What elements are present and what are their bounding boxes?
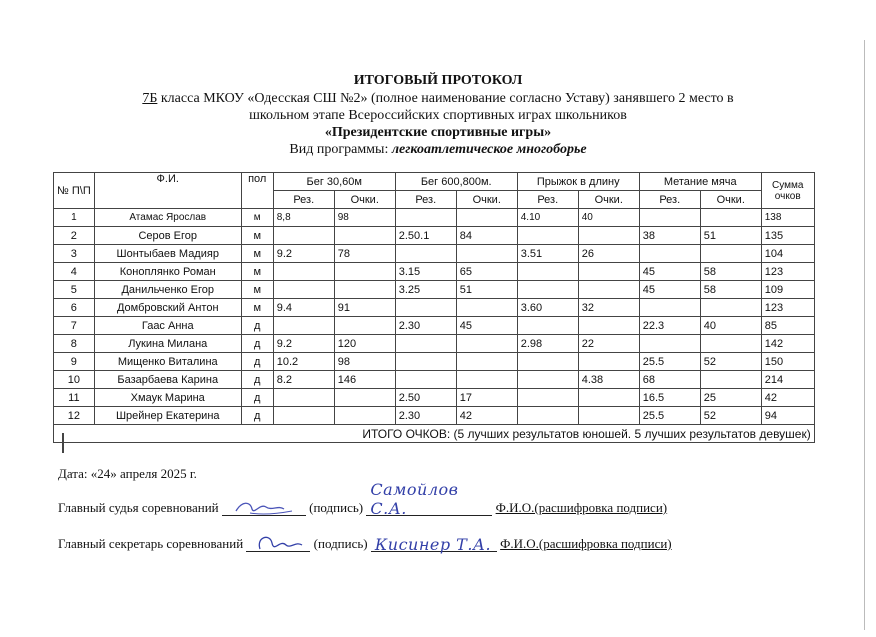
run600-points bbox=[456, 209, 517, 227]
run30-result bbox=[273, 263, 334, 281]
secretary-decode: Ф.И.О.(расшифровка подписи) bbox=[500, 536, 672, 551]
row-fio: Серов Егор bbox=[94, 227, 241, 245]
sub-pts: Очки. bbox=[578, 191, 639, 209]
run600-result bbox=[395, 209, 456, 227]
table-row bbox=[54, 281, 815, 299]
program-value: легкоатлетическое многоборье bbox=[391, 142, 587, 157]
throw-points bbox=[700, 335, 761, 353]
jump-points: 4.38 bbox=[578, 371, 639, 389]
run30-points bbox=[334, 389, 395, 407]
sub-res: Рез. bbox=[517, 191, 578, 209]
jump-result bbox=[517, 407, 578, 425]
table-row bbox=[54, 407, 815, 425]
throw-points: 52 bbox=[700, 353, 761, 371]
jump-result: 3.60 bbox=[517, 299, 578, 317]
table-row bbox=[54, 263, 815, 281]
results-table bbox=[53, 172, 815, 443]
run30-points: 78 bbox=[334, 245, 395, 263]
run600-result: 2.50 bbox=[395, 389, 456, 407]
table-body bbox=[54, 209, 815, 425]
jump-result: 4.10 bbox=[517, 209, 578, 227]
jump-points bbox=[578, 263, 639, 281]
row-sex: д bbox=[241, 407, 273, 425]
throw-result: 45 bbox=[639, 281, 700, 299]
row-sex: м bbox=[241, 299, 273, 317]
row-sex: м bbox=[241, 227, 273, 245]
row-fio: Домбровский Антон bbox=[94, 299, 241, 317]
col-run600: Бег 600,800м. bbox=[395, 173, 517, 191]
throw-points: 58 bbox=[700, 263, 761, 281]
table-row bbox=[54, 227, 815, 245]
run600-points bbox=[456, 299, 517, 317]
secretary-line bbox=[58, 536, 672, 552]
run30-points bbox=[334, 227, 395, 245]
run30-points bbox=[334, 281, 395, 299]
col-num: № П\П bbox=[54, 173, 95, 209]
col-fio: Ф.И. bbox=[94, 173, 241, 209]
judge-name-text: Самойлов С.А. bbox=[370, 480, 459, 518]
throw-points: 52 bbox=[700, 407, 761, 425]
row-num: 1 bbox=[54, 209, 95, 227]
row-num: 7 bbox=[54, 317, 95, 335]
run30-points: 91 bbox=[334, 299, 395, 317]
row-num: 11 bbox=[54, 389, 95, 407]
signature-scribble-icon bbox=[246, 531, 310, 557]
run30-result: 8,8 bbox=[273, 209, 334, 227]
class-line bbox=[0, 91, 876, 107]
row-sum: 104 bbox=[761, 245, 814, 263]
table-header-row bbox=[54, 173, 815, 191]
row-sex: м bbox=[241, 281, 273, 299]
jump-points: 22 bbox=[578, 335, 639, 353]
row-sex: д bbox=[241, 371, 273, 389]
jump-points bbox=[578, 389, 639, 407]
table-row bbox=[54, 317, 815, 335]
throw-result: 68 bbox=[639, 371, 700, 389]
throw-result: 38 bbox=[639, 227, 700, 245]
sub-pts: Очки. bbox=[700, 191, 761, 209]
row-sum: 214 bbox=[761, 371, 814, 389]
run30-result bbox=[273, 281, 334, 299]
row-num: 6 bbox=[54, 299, 95, 317]
sub-res: Рез. bbox=[395, 191, 456, 209]
table-row bbox=[54, 335, 815, 353]
run600-points: 17 bbox=[456, 389, 517, 407]
run600-points bbox=[456, 245, 517, 263]
throw-points: 51 bbox=[700, 227, 761, 245]
run30-points: 98 bbox=[334, 209, 395, 227]
row-sex: м bbox=[241, 245, 273, 263]
run30-result: 9.4 bbox=[273, 299, 334, 317]
row-sum: 94 bbox=[761, 407, 814, 425]
judge-sign-mark: (подпись) bbox=[309, 500, 364, 515]
judge-label: Главный судья соревнований bbox=[58, 500, 219, 515]
run30-points bbox=[334, 407, 395, 425]
jump-points bbox=[578, 317, 639, 335]
run600-points: 65 bbox=[456, 263, 517, 281]
throw-points bbox=[700, 299, 761, 317]
class-name: 7Б bbox=[142, 91, 158, 106]
throw-result: 16.5 bbox=[639, 389, 700, 407]
run30-points: 120 bbox=[334, 335, 395, 353]
throw-result: 22.3 bbox=[639, 317, 700, 335]
row-num: 9 bbox=[54, 353, 95, 371]
row-sum: 123 bbox=[761, 299, 814, 317]
throw-result: 25.5 bbox=[639, 353, 700, 371]
jump-result bbox=[517, 227, 578, 245]
row-fio: Данильченко Егор bbox=[94, 281, 241, 299]
row-num: 12 bbox=[54, 407, 95, 425]
stage-line: школьном этапе Всероссийских спортивных играх школьников bbox=[249, 108, 627, 123]
col-throw: Метание мяча bbox=[639, 173, 761, 191]
jump-points bbox=[578, 353, 639, 371]
throw-points bbox=[700, 371, 761, 389]
run600-points: 45 bbox=[456, 317, 517, 335]
run600-result bbox=[395, 245, 456, 263]
row-sex: д bbox=[241, 389, 273, 407]
secretary-signature bbox=[246, 536, 310, 552]
table-row bbox=[54, 209, 815, 227]
run30-result bbox=[273, 389, 334, 407]
row-fio: Мищенко Виталина bbox=[94, 353, 241, 371]
run600-points bbox=[456, 335, 517, 353]
run600-points bbox=[456, 371, 517, 389]
table-row bbox=[54, 389, 815, 407]
row-fio: Гаас Анна bbox=[94, 317, 241, 335]
jump-points: 40 bbox=[578, 209, 639, 227]
run600-result: 2.30 bbox=[395, 317, 456, 335]
row-fio: Коноплянко Роман bbox=[94, 263, 241, 281]
throw-result: 45 bbox=[639, 263, 700, 281]
document-title: ИТОГОВЫЙ ПРОТОКОЛ bbox=[353, 73, 523, 88]
row-sum: 150 bbox=[761, 353, 814, 371]
program-line bbox=[0, 142, 876, 158]
row-num: 3 bbox=[54, 245, 95, 263]
signature-scribble-icon bbox=[222, 497, 306, 519]
run600-result: 2.30 bbox=[395, 407, 456, 425]
throw-result: 25.5 bbox=[639, 407, 700, 425]
throw-points: 40 bbox=[700, 317, 761, 335]
sub-res: Рез. bbox=[273, 191, 334, 209]
total-label: ИТОГО ОЧКОВ: (5 лучших результатов юношей. 5 лучших результатов девушек) bbox=[54, 425, 815, 443]
row-sum: 138 bbox=[761, 209, 814, 227]
row-sum: 109 bbox=[761, 281, 814, 299]
run600-result bbox=[395, 299, 456, 317]
program-label: Вид программы: bbox=[289, 142, 392, 157]
col-sum: Сумма очков bbox=[761, 173, 814, 209]
run30-points bbox=[334, 317, 395, 335]
row-sum: 85 bbox=[761, 317, 814, 335]
secretary-label: Главный секретарь соревнований bbox=[58, 536, 244, 551]
secretary-sign-mark: (подпись) bbox=[313, 536, 368, 551]
sub-pts: Очки. bbox=[456, 191, 517, 209]
sub-res: Рез. bbox=[639, 191, 700, 209]
run600-points: 51 bbox=[456, 281, 517, 299]
run30-result: 9.2 bbox=[273, 245, 334, 263]
run30-result bbox=[273, 227, 334, 245]
row-num: 5 bbox=[54, 281, 95, 299]
run600-result: 3.25 bbox=[395, 281, 456, 299]
row-sum: 42 bbox=[761, 389, 814, 407]
jump-result bbox=[517, 263, 578, 281]
row-num: 8 bbox=[54, 335, 95, 353]
col-run30: Бег 30,60м bbox=[273, 173, 395, 191]
row-num: 10 bbox=[54, 371, 95, 389]
secretary-name-text: Кисинер Т.А. bbox=[374, 535, 492, 554]
run30-result: 9.2 bbox=[273, 335, 334, 353]
jump-points: 32 bbox=[578, 299, 639, 317]
date-line: Дата: «24» апреля 2025 г. bbox=[58, 466, 197, 481]
row-fio: Лукина Милана bbox=[94, 335, 241, 353]
run30-points bbox=[334, 263, 395, 281]
table-row bbox=[54, 245, 815, 263]
secretary-name-handwritten bbox=[371, 536, 497, 552]
row-fio: Базарбаева Карина bbox=[94, 371, 241, 389]
jump-result bbox=[517, 389, 578, 407]
row-num: 2 bbox=[54, 227, 95, 245]
run600-result bbox=[395, 335, 456, 353]
judge-decode: Ф.И.О.(расшифровка подписи) bbox=[495, 500, 668, 515]
jump-points bbox=[578, 407, 639, 425]
row-sex: д bbox=[241, 335, 273, 353]
throw-result bbox=[639, 299, 700, 317]
run600-result: 3.15 bbox=[395, 263, 456, 281]
throw-result bbox=[639, 245, 700, 263]
row-sex: м bbox=[241, 263, 273, 281]
jump-points bbox=[578, 227, 639, 245]
class-line-text: класса МКОУ «Одесская СШ №2» (полное наименование согласно Уставу) занявшего 2 место в bbox=[157, 91, 734, 106]
run600-points: 84 bbox=[456, 227, 517, 245]
run30-result bbox=[273, 317, 334, 335]
jump-result bbox=[517, 371, 578, 389]
run30-result: 8.2 bbox=[273, 371, 334, 389]
event-name: «Президентские спортивные игры» bbox=[324, 125, 552, 140]
row-fio: Атамас Ярослав bbox=[94, 209, 241, 227]
sub-pts: Очки. bbox=[334, 191, 395, 209]
run600-points: 42 bbox=[456, 407, 517, 425]
judge-name-handwritten bbox=[366, 480, 492, 518]
jump-result bbox=[517, 353, 578, 371]
run30-points: 98 bbox=[334, 353, 395, 371]
jump-points bbox=[578, 281, 639, 299]
row-sum: 135 bbox=[761, 227, 814, 245]
jump-result: 3.51 bbox=[517, 245, 578, 263]
row-num: 4 bbox=[54, 263, 95, 281]
run600-points bbox=[456, 353, 517, 371]
row-sum: 123 bbox=[761, 263, 814, 281]
judge-line bbox=[58, 480, 668, 518]
row-fio: Шрейнер Екатерина bbox=[94, 407, 241, 425]
run30-result bbox=[273, 407, 334, 425]
jump-result bbox=[517, 281, 578, 299]
throw-points: 25 bbox=[700, 389, 761, 407]
col-sex: пол bbox=[241, 173, 273, 209]
throw-points bbox=[700, 209, 761, 227]
row-sex: д bbox=[241, 353, 273, 371]
row-fio: Хмаук Марина bbox=[94, 389, 241, 407]
table-row bbox=[54, 371, 815, 389]
margin-mark bbox=[62, 433, 64, 453]
row-sex: д bbox=[241, 317, 273, 335]
row-fio: Шонтыбаев Мадияр bbox=[94, 245, 241, 263]
row-sex: м bbox=[241, 209, 273, 227]
throw-result bbox=[639, 209, 700, 227]
table-row bbox=[54, 353, 815, 371]
jump-result bbox=[517, 317, 578, 335]
judge-signature bbox=[222, 500, 306, 516]
row-sum: 142 bbox=[761, 335, 814, 353]
total-row bbox=[54, 425, 815, 443]
run600-result bbox=[395, 353, 456, 371]
run600-result bbox=[395, 371, 456, 389]
jump-result: 2.98 bbox=[517, 335, 578, 353]
throw-points: 58 bbox=[700, 281, 761, 299]
run30-points: 146 bbox=[334, 371, 395, 389]
run600-result: 2.50.1 bbox=[395, 227, 456, 245]
run30-result: 10.2 bbox=[273, 353, 334, 371]
col-jump: Прыжок в длину bbox=[517, 173, 639, 191]
throw-result bbox=[639, 335, 700, 353]
table-row bbox=[54, 299, 815, 317]
throw-points bbox=[700, 245, 761, 263]
jump-points: 26 bbox=[578, 245, 639, 263]
